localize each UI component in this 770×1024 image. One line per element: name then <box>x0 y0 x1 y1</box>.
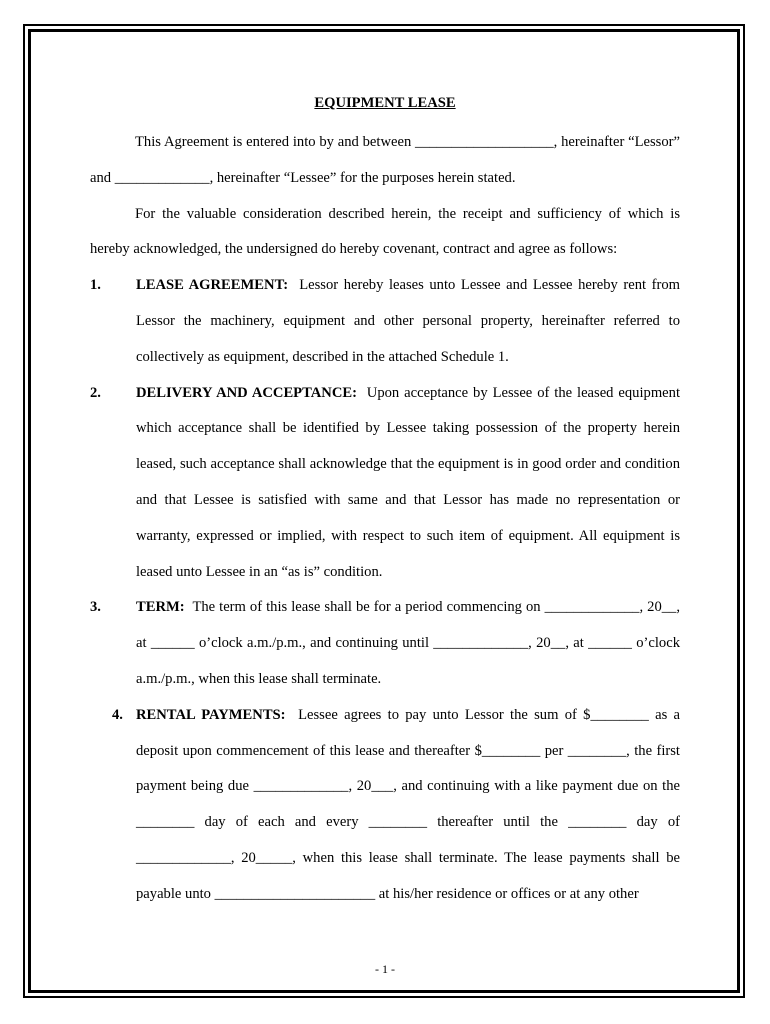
section-rental-payments <box>90 698 680 913</box>
section-lease-agreement <box>90 268 680 375</box>
section-term <box>90 590 680 697</box>
section-delivery-acceptance <box>90 376 680 591</box>
section-number: 1. <box>90 277 101 294</box>
section-body: The term of this lease shall be for a period commencing on _____________, 20__, at ______ o’clock a.m./p.m., and continuing until _____________, 20__, at ______ o’clock a.m./p.m., when this lease shall terminate. <box>136 599 680 687</box>
section-heading: DELIVERY AND ACCEPTANCE: <box>136 384 357 401</box>
section-body: Lessor hereby leases unto Lessee and Lessee hereby rent from Lessor the machinery, equipment and other personal property, hereinafter referred to collectively as equipment, described in the attached Schedule 1. <box>136 277 680 365</box>
section-number: 2. <box>90 384 101 401</box>
intro-paragraph: This Agreement is entered into by and between ___________________, hereinafter “Lessor” and _____________, hereinafter “Lessee” for the purposes herein stated. <box>90 134 680 186</box>
section-body: Lessee agrees to pay unto Lessor the sum of $________ as a deposit upon commencement of this lease and thereafter $________ per ________, the first payment being due _____________, 20___, and continuing with a like payment due on the ________ day of each and every ________ thereafter until the ________ day of _____________, 20_____, when this lease shall terminate. The lease payments shall be payable unto ______________________ at his/her residence or offices or at any other <box>136 706 681 902</box>
section-heading: LEASE AGREEMENT: <box>136 277 289 294</box>
document-title: EQUIPMENT LEASE <box>314 95 456 111</box>
section-number: 3. <box>90 599 101 616</box>
section-number: 4. <box>112 706 123 723</box>
section-body: Upon acceptance by Lessee of the leased equipment which acceptance shall be identified by Lessee taking possession of the property herein leased, such acceptance shall acknowledge that the equipment is in good order and condition and that Lessee is satisfied with same and that Lessor has made no representation or warranty, expressed or implied, with respect to such item of equipment. All equipment is leased unto Lessee in an “as is” condition. <box>136 384 680 580</box>
document-body <box>90 94 680 913</box>
page-number: - 1 - <box>375 962 395 976</box>
section-heading: TERM: <box>136 599 185 616</box>
section-heading: RENTAL PAYMENTS: <box>136 706 286 723</box>
consideration-paragraph: For the valuable consideration described herein, the receipt and sufficiency of which is hereby acknowledged, the undersigned do hereby covenant, contract and agree as follows: <box>90 205 680 258</box>
